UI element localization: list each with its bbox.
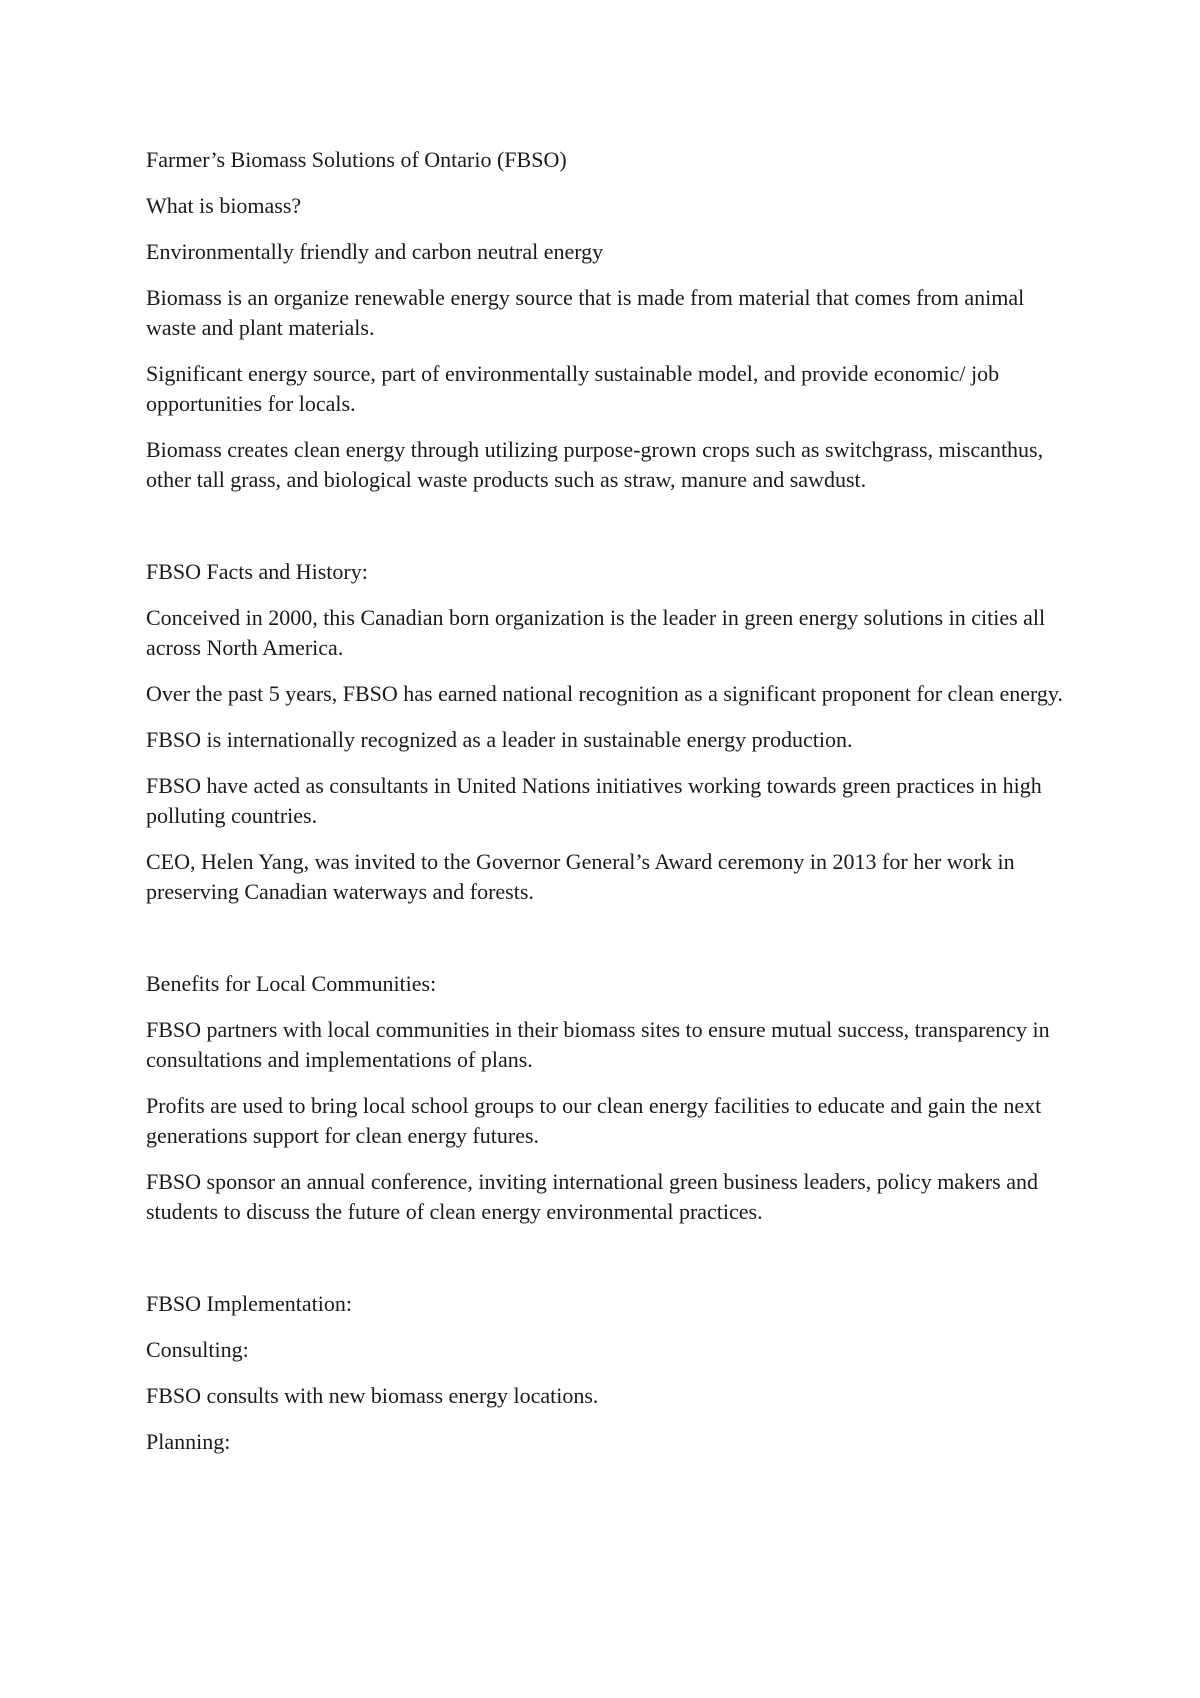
benefits-paragraph: FBSO sponsor an annual conference, inviting international green business leaders, policy makers and students to discuss the future of clean energy environmental practices. [146,1169,1038,1224]
facts-heading: FBSO Facts and History: [146,559,368,584]
intro-question: What is biomass? [146,193,302,218]
consulting-text: FBSO consults with new biomass energy locations. [146,1383,599,1408]
facts-paragraph: FBSO is internationally recognized as a leader in sustainable energy production. [146,727,853,752]
benefits-paragraph: Profits are used to bring local school groups to our clean energy facilities to educate and gain the next generations support for clean energy futures. [146,1093,1042,1148]
intro-paragraph: Environmentally friendly and carbon neutral energy [146,239,604,264]
section-spacer [146,1243,1066,1289]
section-spacer [146,511,1066,557]
section-spacer [146,923,1066,969]
intro-paragraph: Biomass creates clean energy through utilizing purpose-grown crops such as switchgrass, miscanthus, other tall grass, and biological waste products such as straw, manure and sawdust. [146,437,1044,492]
implementation-heading: FBSO Implementation: [146,1291,352,1316]
document-title: Farmer’s Biomass Solutions of Ontario (FBSO) [146,147,567,172]
benefits-heading: Benefits for Local Communities: [146,971,437,996]
planning-label: Planning: [146,1429,231,1454]
intro-paragraph: Biomass is an organize renewable energy source that is made from material that comes from animal waste and plant materials. [146,285,1025,340]
facts-paragraph: Conceived in 2000, this Canadian born organization is the leader in green energy solutions in cities all across North America. [146,605,1046,660]
facts-paragraph: Over the past 5 years, FBSO has earned national recognition as a significant proponent for clean energy. [146,681,1063,706]
facts-paragraph: CEO, Helen Yang, was invited to the Governor General’s Award ceremony in 2013 for her work in preserving Canadian waterways and forests. [146,849,1015,904]
intro-paragraph: Significant energy source, part of environmentally sustainable model, and provide economic/ job opportunities for locals. [146,361,1000,416]
facts-paragraph: FBSO have acted as consultants in United Nations initiatives working towards green practices in high polluting countries. [146,773,1042,828]
consulting-label: Consulting: [146,1337,249,1362]
document-body [146,145,1066,1473]
benefits-paragraph: FBSO partners with local communities in their biomass sites to ensure mutual success, transparency in consultations and implementations of plans. [146,1017,1050,1072]
